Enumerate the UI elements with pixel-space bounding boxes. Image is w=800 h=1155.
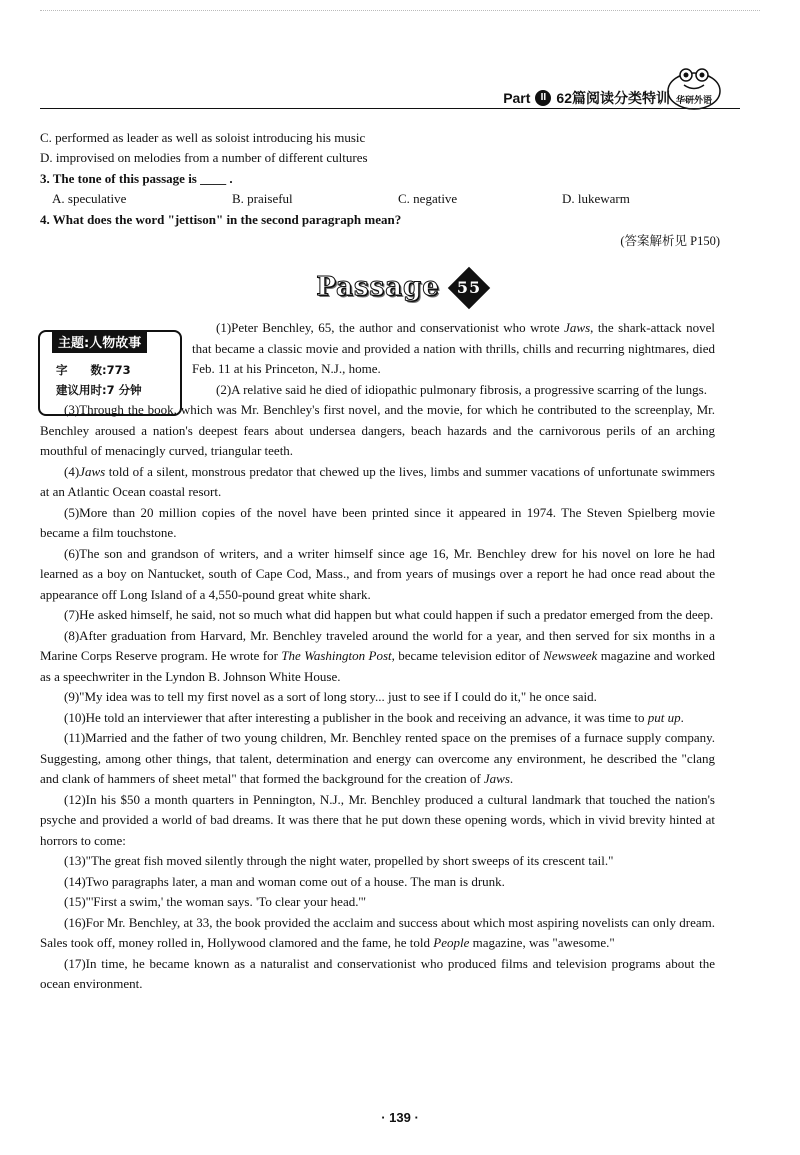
paragraph: (15)"'First a swim,' the woman says. 'To clear your head.'"	[64, 894, 367, 909]
answer-reference: (答案解析见 P150)	[620, 234, 720, 248]
topic-label: 主题:人物故事	[52, 330, 147, 353]
option-c-prev: C. performed as leader as well as soloist introducing his music	[40, 130, 366, 145]
paragraph: (2)A relative said he died of idiopathic pulmonary fibrosis, a progressive scarring of the lungs.	[216, 381, 707, 397]
paragraph: (5)More than 20 million copies of the novel have been printed since it appeared in 1974. The Steven Spielberg movie became a film touchstone.	[40, 504, 715, 540]
top-dotted-rule	[40, 10, 760, 11]
paragraph: (9)"My idea was to tell my first novel as a sort of long story... just to see if I could do it," he once said.	[64, 689, 597, 704]
word-count: 字 数:773	[56, 363, 131, 377]
paragraph: (12)In his $50 a month quarters in Pennington, N.J., Mr. Benchley produced a cultural landmark that touched the nation's psyche and provided a world of bad dreams. It was there that he put down these opening words, which in vivid brevity hinted at horrors to come:	[40, 791, 715, 848]
paragraph: (10)He told an interviewer that after interesting a publisher in the book and receiving an advance, it was time to put up.	[64, 709, 684, 725]
option-d-prev: D. improvised on melodies from a number of different cultures	[40, 150, 368, 165]
passage-title	[0, 270, 800, 305]
page-number: · 139 ·	[381, 1110, 419, 1125]
paragraph: (13)"The great fish moved silently through the night water, propelled by short sweeps of its crescent tail."	[64, 853, 614, 868]
header-title	[503, 88, 670, 108]
q3-option-d: D. lukewarm	[562, 191, 630, 206]
question-4-stem: 4. What does the word "jettison" in the second paragraph mean?	[40, 212, 402, 227]
paragraph: (7)He asked himself, he said, not so much what did happen but what could happen if such a predator emerged from the deep.	[64, 607, 714, 622]
paragraph: (16)For Mr. Benchley, at 33, the book provided the acclaim and success about which most aspiring novelists can only dream. Sales took off, money rolled in, Hollywood clamored and the fame, he told People magazine, was "awesome."	[40, 914, 715, 950]
passage-title-badge	[302, 270, 498, 305]
paragraph: (11)Married and the father of two young children, Mr. Benchley rented space on the premises of a furnace supply company. Suggesting, among other things, that talent, determination and energy can overcome any environment, he described the "clang and clank of hammers of sheet metal" that formed the background for the creation of Jaws.	[40, 730, 715, 786]
paragraph: (17)In time, he became known as a naturalist and conservationist who produced films and television programs about the ocean environment.	[40, 955, 715, 991]
paragraph: (3)Through the book, which was Mr. Benchley's first novel, and the movie, for which he contributed to the screenplay, Mr. Benchley aroused a nation's deepest fears about undersea dangers, beach hazards and the carnivorous perils of an arching mouthful of menacingly curved, triangular teeth.	[40, 402, 715, 458]
part-label: Part	[503, 90, 531, 106]
paragraph: (14)Two paragraphs later, a man and woman come out of a house. The man is drunk.	[64, 873, 505, 889]
paragraph: (1)Peter Benchley, 65, the author and conservationist who wrote Jaws, the shark-attack novel that became a classic movie and provided a nation with thrills, chills and recurring nightmares, died Feb. 11 at his Princeton, N.J., home.	[192, 320, 715, 376]
paragraph: (8)After graduation from Harvard, Mr. Benchley traveled around the world for a year, and then served for six months in a Marine Corps Reserve program. He wrote for The Washington Post, became television editor of Newsweek magazine and worked as a speechwriter in the Lyndon B. Johnson White House.	[40, 627, 716, 684]
section-title: 62篇阅读分类特训	[556, 90, 670, 106]
paragraph: (4)Jaws told of a silent, monstrous predator that chewed up the lives, limbs and summer vacations of unfortunate swimmers at an Atlantic Ocean coastal resort.	[40, 463, 715, 499]
question-3-stem: 3. The tone of this passage is ____ .	[40, 171, 233, 186]
passage-number-diamond	[448, 267, 490, 309]
publisher-logo	[666, 65, 722, 111]
part-number-badge: II	[535, 90, 551, 106]
logo-text: 华研外语	[675, 96, 712, 106]
q3-option-c: C. negative	[398, 191, 458, 206]
suggested-time: 建议用时:7 分钟	[56, 383, 142, 397]
passage-title-text: Passage	[316, 272, 440, 302]
page-header	[40, 88, 740, 109]
q3-option-b: B. praiseful	[232, 191, 293, 206]
passage-number: 55	[456, 278, 481, 297]
passage-body	[40, 318, 715, 995]
q3-option-a: A. speculative	[52, 191, 127, 206]
paragraph: (6)The son and grandson of writers, and a writer himself since age 16, Mr. Benchley drew for his novel on lore he had learned as a boy on Nantucket, south of Cape Cod, Mass., and from years of musings over a report he had once read about the appearance off Long Island of a 4,550-pound great white shark.	[40, 545, 715, 602]
